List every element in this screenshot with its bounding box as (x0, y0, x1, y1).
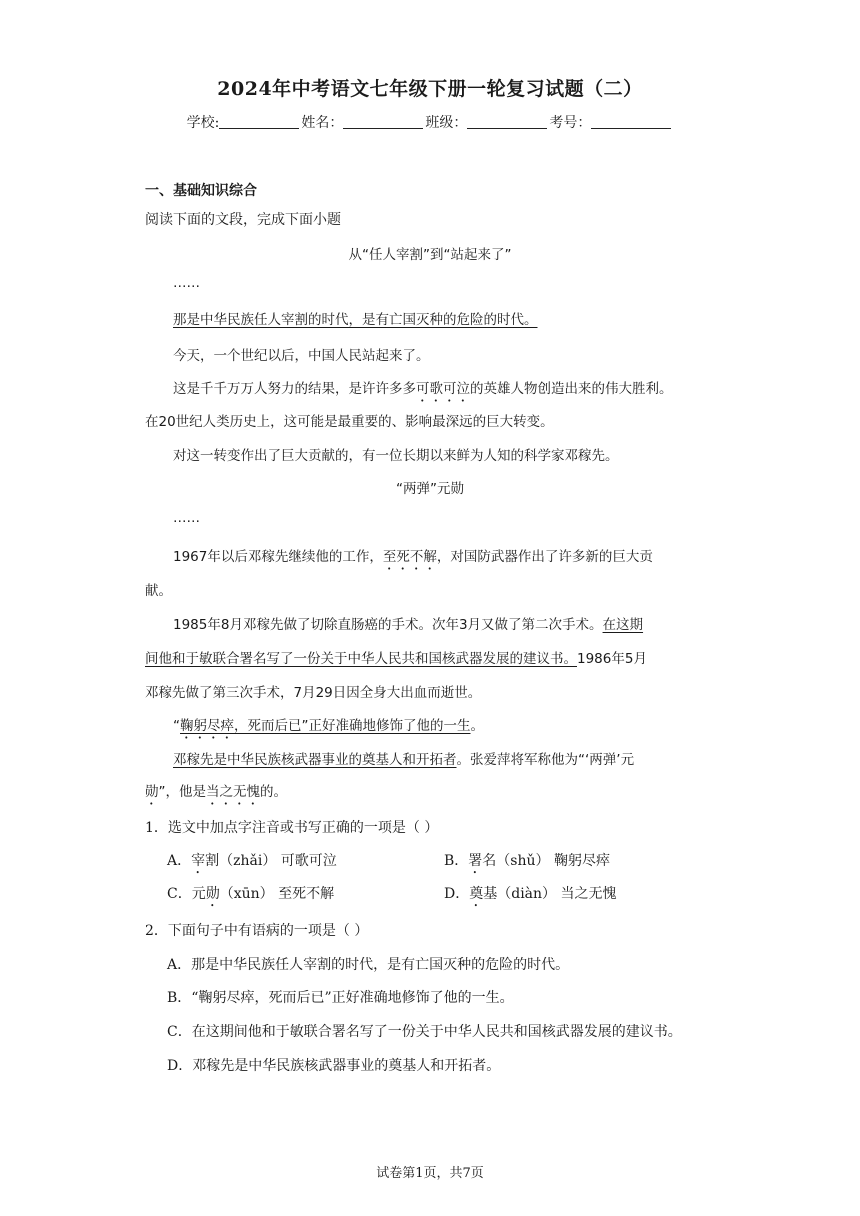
passage-paragraph-cont: 在20世纪人类历史上，这可能是最重要的、影响最深远的巨大转变。 (145, 414, 554, 430)
exam-no-blank[interactable] (591, 114, 671, 129)
ellipsis: …… (173, 510, 200, 526)
passage-paragraph (173, 748, 634, 768)
text-run: 的英雄人物创造出来的伟大胜利。 (470, 381, 673, 397)
dotted-word: 当之无愧 (206, 784, 260, 800)
underlined-sentence: ，死而后已”正好准确地修饰了他的一生 (234, 718, 471, 734)
passage-paragraph-cont (145, 780, 287, 808)
passage-paragraph-cont (145, 647, 647, 667)
text-run: 。 (470, 718, 484, 734)
passage-subtitle: “两弹”元勋 (396, 481, 464, 497)
underlined-sentence: 邓稼先是中华民族核武器事业的奠基人和开拓者 (173, 752, 457, 768)
text-run: 基（diàn） 当之无愧 (483, 886, 617, 902)
passage-title: 从“任人宰割”到“站起来了” (348, 247, 512, 263)
text-run: 1986年5月 (577, 651, 647, 667)
passage-paragraph: 对这一转变作出了巨大贡献的，有一位长期以来鲜为人知的科学家邓稼先。 (173, 448, 619, 464)
question-1-option-c[interactable] (167, 883, 334, 910)
ellipsis: …… (173, 275, 200, 291)
text-run: A． (167, 853, 192, 869)
passage-paragraph: 那是中华民族任人宰割的时代，是有亡国灭种的危险的时代。 (173, 312, 538, 328)
section-heading: 一、基础知识综合 (145, 183, 257, 199)
underlined-sentence: 在这期 (602, 617, 644, 633)
name-blank[interactable] (343, 114, 423, 129)
exam-title: 2024年中考语文七年级下册一轮复习试题（二） (217, 78, 643, 100)
dotted-word: 可歌可泣 (416, 381, 470, 397)
passage-paragraph (173, 377, 673, 405)
class-blank[interactable] (467, 114, 547, 129)
text-run: 名（shǔ） 鞠躬尽瘁 (482, 853, 610, 869)
text-run: C．元 (167, 886, 206, 902)
name-label: 姓名： (301, 115, 344, 131)
text-run: D． (444, 886, 470, 902)
question-1-stem: 1．选文中加点字注音或书写正确的一项是（ ） (145, 820, 439, 836)
text-run: ”，他是 (158, 784, 206, 800)
dotted-char: 奠 (469, 886, 484, 902)
question-1-option-a[interactable] (167, 850, 337, 877)
school-blank[interactable] (219, 114, 299, 129)
text-run: （xūn） 至死不解 (219, 886, 335, 902)
question-2-option-a[interactable]: A．那是中华民族任人宰割的时代，是有亡国灭种的危险的时代。 (167, 957, 570, 973)
text-run: “ (173, 718, 180, 734)
passage-paragraph-cont: 献。 (145, 583, 172, 599)
question-2-option-d[interactable]: D．邓稼先是中华民族核武器事业的奠基人和开拓者。 (167, 1058, 501, 1074)
text-run: 这是千千万万人努力的结果，是许许多多 (173, 381, 416, 397)
question-2-option-b[interactable]: B．“鞠躬尽瘁，死而后已”正好准确地修饰了他的一生。 (167, 990, 514, 1006)
text-run: ，对国防武器作出了许多新的巨大贡 (436, 549, 653, 565)
student-info-line (0, 112, 860, 132)
passage-paragraph (173, 714, 484, 742)
text-run: 1967年以后邓稼先继续他的工作， (173, 549, 383, 565)
class-label: 班级： (425, 115, 468, 131)
dotted-word: 鞠躬尽瘁 (180, 718, 234, 734)
text-run: B． (444, 853, 469, 869)
question-2-option-c[interactable]: C．在这期间他和于敏联合署名写了一份关于中华人民共和国核武器发展的建议书。 (167, 1024, 682, 1040)
page-footer: 试卷第1页，共7页 (376, 1166, 484, 1181)
passage-paragraph: 今天，一个世纪以后，中国人民站起来了。 (173, 348, 430, 364)
text-run: 的。 (260, 784, 287, 800)
underlined-sentence: 间他和于敏联合署名写了一份关于中华人民共和国核武器发展的建议书。 (145, 651, 577, 667)
question-1-option-b[interactable] (444, 850, 610, 877)
exam-no-label: 考号： (549, 115, 592, 131)
dotted-word: 勋 (145, 784, 159, 800)
passage-paragraph (173, 613, 643, 633)
dotted-word: 至死不解 (382, 549, 437, 565)
question-1-option-d[interactable] (444, 883, 617, 910)
text-run: 1985年8月邓稼先做了切除直肠癌的手术。次年3月又做了第二次手术。 (173, 617, 603, 633)
text-run: 割（zhǎi） 可歌可泣 (205, 853, 337, 869)
text-run: 。张爱萍将军称他为“‘两弹’元 (456, 752, 635, 768)
dotted-char: 署 (468, 853, 483, 869)
section-instruction: 阅读下面的文段，完成下面小题 (145, 212, 341, 228)
dotted-char: 勋 (205, 886, 220, 902)
dotted-char: 宰 (191, 853, 206, 869)
question-2-stem: 2．下面句子中有语病的一项是（ ） (145, 923, 369, 939)
passage-paragraph-cont: 邓稼先做了第三次手术，7月29日因全身大出血而逝世。 (145, 685, 482, 701)
school-label: 学校: (186, 115, 220, 131)
passage-paragraph (173, 545, 653, 573)
